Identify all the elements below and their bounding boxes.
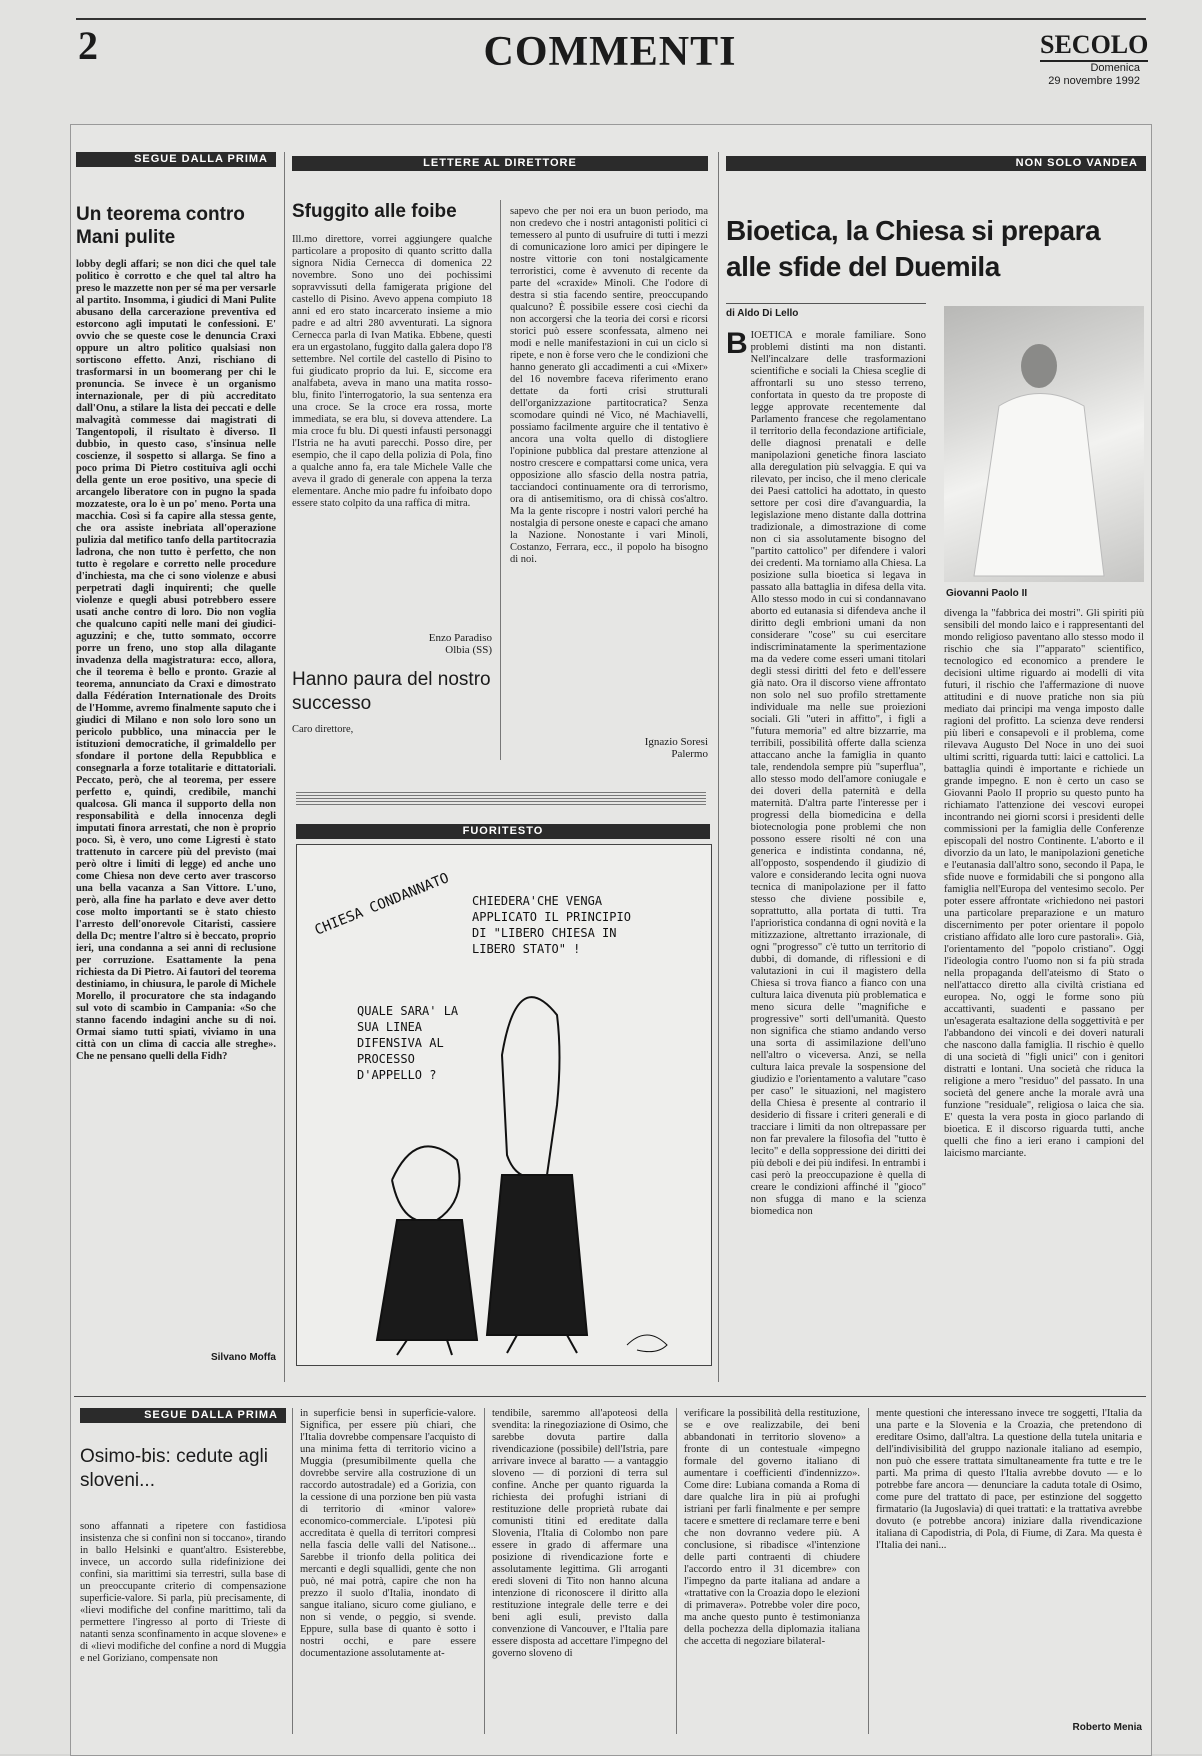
column-divider: [284, 152, 285, 1382]
letter-city: Palermo: [671, 748, 708, 760]
article-title: Osimo-bis: cedute agli sloveni...: [80, 1446, 268, 1491]
column-divider: [484, 1408, 485, 1734]
article-body: lobby degli affari; se non dici che quel tale politico è corrotto e che quel tal altro ha preso le mazzette non per sé ma per versarle al partito. Insomma, i giudici di Mani Pulite abusano della carcerazione preventiva ed estorcono agli imputati le confessioni. E' ovvio che se queste cose le denuncia Craxi oppure un altro politico qualsiasi non sortiscono effetto. Anzi, rischiano di trasformarsi in un boomerang per chi le pronuncia. Se invece è un organismo internazionale, per di più accreditato dall'Onu, a stilare la lista dei peccati e delle malvagità commesse dai magistrati di Tangentopoli, il risultato è diverso. Il dubbio, in questo caso, s'insinua nelle coscienze, il sospetto si allarga. Se fino a poco prima Di Pietro costituiva agli occhi della gente un eroe positivo, una specie di arcangelo liberatore con in pugno la spada mozzateste, ora lo è un po' meno. Porta una macchia. Così si fa capire alla stessa gente, che ora assiste inebriata all'operazione pulizia dal metifico tanfo della partitocrazia ladrona, che non tutto è perfetto, che non tutto è regolare e corretto nelle procedure d'inchiesta, ma che ci sono violenze e abusi perpetrati dagli inquirenti; che quelle violenze e quegli abusi potrebbero essere usati anche contro di loro. Dio non voglia che qualcuno capiti nelle mani dei giudici-aguzzini; e che, tutto sommato, occorre porre un freno, uno stop alla dilagante invadenza della magistratura: ecco, allora, che il teorema è bello e pronto. Grazie al teorema, annunciato da Craxi e dimostrato dalla Fédération Internationale des Droits de l'Homme, avremo finalmente saputo che i giudici di Milano e non solo loro sono un pericolo pubblico, una minaccia per le istituzioni democratiche, il grimaldello per sfondare il portone della Repubblica e consegnarla a forze totalitarie e dittatoriali. Peccato, però, che al teorema, per essere perfetto e, quindi, credibile, manchi qualcosa. Gli manca il supporto della non responsabilità e della innocenza degli imputati finora arrestati, che non è proprio poco. Sì, è vero, uno come Ligresti è stato trattenuto in carcere più del previsto (mai però oltre i limiti di legge) ed anche uno come Chiesa non deve certo aver trascorso una bella vacanza a San Vittore. L'uno, però, alla fine ha parlato e deve aver detto cose molto importanti se è stato chiesto l'arresto dell'onorevole Citaristi, cassiere della Dc; mentre l'altro si è beccato, proprio ieri, una condanna a sei anni di reclusione per corruzione. Esattamente la pena richiesta da Di Pietro. Ai fautori del teorema destiniamo, in chiusura, le parole di Michele Morello, il procuratore che sta indagando sul voto di scambio in Campania: «So che stanno facendo indagini anche su di noi. Ormai siamo tutti spiati, viviamo in una città con un clima di caccia alle streghe». Che ne pensano quelli della Fidh?: [76, 259, 276, 1062]
cartoon: [296, 844, 712, 1366]
newspaper-logo: SECOLO: [1040, 30, 1148, 62]
byline-rule: [726, 303, 926, 304]
letter-city: Olbia (SS): [445, 644, 492, 656]
article-body: mente questioni che interessano invece tre soggetti, l'Italia da una parte e la Slovenia e la Croazia, che pretendono di ereditare Osimo, dall'altra. La questione della tutela unitaria e dell'indivisibilità del gruppo nazionale italiano ad esempio, non può che essere trattata simultaneamente fra tutte e tre le parti. Ma prima di questo l'Italia avrebbe dovuto — e lo potrebbe fare ancora — denunciare la caduta totale di Osimo, come pure del trattato di pace, per estinzione del soggetto firmatario (la Jugoslavia) di quei trattati: e la trattativa avrebbe dovuto (e potrebbe ancora) iniziare dalla rivendicazione italiana di Capodistria, di Pola, di Fiume, di Zara. Ma questa è l'Italia dei nani...: [876, 1408, 1142, 1551]
drop-cap: B: [726, 327, 748, 360]
article-bioetica: [726, 156, 1146, 319]
article-body: verificare la possibilità della restituzione, se e ove realizzabile, dei beni abbandonati in territorio sloveno» a fronte di un contestuale «impegno formale del governo italiano di aumentare i coefficienti d'indennizzo». Come dire: Lubiana comanda a Roma di dare qualche lira in più ai profughi istriani per farli finalmente e per sempre tacere e smettere di reclamare terre e beni che non dovranno vedere più. A conclusione, si ribadisce «l'intenzione delle parti contraenti di chiudere l'accordo entro il 31 dicembre» con l'impegno da parte italiana ad andare a «trattative con la Croazia dopo le elezioni di primavera». Potrebbe voler dire poco, ma anche questo punto è testimonianza della pochezza della diplomazia italiana che accetta di negoziare bilateral-: [684, 1408, 860, 1647]
letter-successo: [510, 206, 708, 760]
article-signature: Roberto Menia: [1072, 1722, 1142, 1733]
column-divider: [868, 1408, 869, 1734]
date-full: 29 novembre 1992: [1048, 75, 1140, 87]
lawyer-head-icon: [392, 1146, 460, 1221]
article-body: divenga la "fabbrica dei mostri". Gli spiriti più sensibili del mondo laico e i rappresentanti del mondo religioso paventano allo stesso modo il rischio che sia l'"apparato" scientifico, tecnologico ed economico a prendere le decisioni ultime riguardo ai modelli di vita futuri, il rischio che l'affermazione di nuove attitudini e di nuove pratiche non sia più mediato dai principi ma venga imposto dalle ragioni del profitto. La scienza deve rendersi più liberi e consapevoli e il problema, come rilevava Augusto Del Noce in uno dei suoi ultimi scritti, riguarda tutti: laici e cattolici. La battaglia quindi è importante e richiede un grande impegno. E non è certo un caso se Giovanni Paolo II proprio su questo punto ha richiamato l'attenzione dei vescovi europei incontrando nei giorni scorsi i presidenti delle commissioni per la famiglia delle Conferenze episcopali del nostro Continente. L'aborto e il divorzio da un lato, le manipolazioni genetiche e l'eutanasia dall'altro sono, secondo il Papa, le sfide nuove e formidabili che si pongono alla famiglia nell'Europa del ventesimo secolo. Per poter essere affrontate «richiedono nei pastori una particolare preparazione e un maturo discernimento per poter orientare il popolo cristiano affidato alle loro cure pastorali». Già, l'orientamento del "popolo cristiano". Oggi l'ideologia contro l'uomo non si fa più strada nella propaganda dell'ateismo di Stato o nell'attacco diretto alla civiltà cristiana ed europea. No, oggi le forme sono più accattivanti, suadenti e passano per un'esagerata esaltazione della soggettività e per l'abbandono dei vincoli e dei doveri naturali che nascono dalla famiglia. Il rischio è quello di una società di "figli unici" con i genitori distratti e lontani. Una società che riduca la religione a mero "residuo" del passato. In una società del genere anche la morale avrà una funzione "residuale", religiosa o laica che sia. E' questa la vera posta in gioco parlando di bioetica. E il discorso riguarda tutti, anche quelli che fino a ieri erano i campioni del laicismo marciante.: [944, 608, 1144, 1159]
ruled-divider: [296, 792, 706, 806]
article-teorema: [76, 152, 276, 1363]
kicker-segue: SEGUE DALLA PRIMA: [76, 152, 276, 167]
letter-title: Hanno paura del nostro successo: [292, 669, 491, 714]
fuoritesto-section: [296, 824, 710, 839]
date-day: Domenica: [1090, 62, 1140, 74]
column-divider: [718, 152, 719, 1382]
article-body: sono affannati a ripetere con fastidiosa insistenza che si confini non si toccano», tirando in ballo Helsinki e quant'altro. Esisterebbe, invece, un accordo sulla ridefinizione dei confini, sia marittimi sia terrestri, sulla base di un preoccupante criterio di compensazione superficie-valore. Si parla, più precisamente, di «lievi modifiche del confine marittimo, tali da permettere l'ingresso al porto di Trieste di natanti senza sconfinamento in acque slovene» e di «lievi modifiche del confine a nord di Muggia e nel Goriziano, compensate non: [80, 1521, 286, 1664]
section-title: COMMENTI: [483, 29, 737, 75]
kicker-lettere: LETTERE AL DIRETTORE: [292, 156, 708, 171]
kicker-fuoritesto: FUORITESTO: [296, 824, 710, 839]
article-body: IOETICA e morale familiare. Sono problemi distinti ma non distanti. Nell'incalzare delle trasformazioni scientifiche e sociali la Chiesa sceglie di affrontarli su uno stesso terreno, confortata in questo da tre proposte di legge approvate recentemente dal Parlamento francese che regolamentano il territorio della fecondazione artificiale, delle diagnosi prenatali e delle manipolazioni genetiche finora lasciato alla deregulation più selvaggia. E qui va rilevato, per inciso, che il meno clericale dei Paesi cattolici ha adottato, in questo settore per così dire d'avanguardia, la legislazione meno distante dalla dottrina tradizionale, a dimostrazione di come non ci sia assolutamente bisogno del "partito cattolico" per difendere i valori dei credenti. Ma torniamo alla Chiesa. La posizione sulla bioetica si legava in passato alla battaglia in difesa della vita. Allo stesso modo in cui si condannavano aborto ed eutanasia si difendeva anche il diritto degli embrioni umani da non considerare "cose" su cui esercitare indiscriminatamente la sperimentazione ma da vedere come esseri umani titolari degli stessi diritti del feto e dell'essere già nato. Ora il discorso viene affrontato non solo nel suo profilo strettamente individuale ma nelle sue proiezioni sociali. Gli "uteri in affitto", i figli a "futura memoria" ed altre bizzarrie, ma terribili, possibilità offerte dalla scienza attaccano anche la famiglia in quanto tale, rendendola sempre più "superflua", allo stesso modo dell'amore coniugale e dei doveri della paternità e della maternità. D'altra parte l'interesse per i progressi della biomedicina e della biotecnologia pone problemi che non possono essere risolti né con una generica e indistinta condanna, né, all'opposto, sospendendo il giudizio di valore e considerando lecita ogni nuova tecnica di manipolazione per il fatto stesso che diviene possibile e, soprattutto, alla portata di tutti. Tra l'aprioristica condanna di ogni novità e la mitizzazione, altrettanto irrazionale, di ogni "progresso" c'è tutto un territorio di dubbi, di domande, di riflessioni e di valutazioni in cui il magistero della Chiesa si trova fianco a fianco con una cultura laica divenuta più problematica e meno sicura delle "magnifiche e progressive" sorti dell'umanità. Questo non significa che stiamo andando verso una sorta di assimilazione dell'uno nell'altro o viceversa. Anzi, se nella cultura laica prevale la sospensione del giudizio e l'orientamento a valutare "caso per caso" le situazioni, nel magistero della Chiesa è presente al contrario il desiderio di fissare i criteri generali e di tracciare i limiti da non oltrepassare per non far prevalere la filosofia del "tutto è lecito" e della soppressione dei diritti dei più deboli e dei più indifesi. In entrambi i casi però la preoccupazione è quella di creare le condizioni affinché il "gioco" non sfugga di mano e la scienza biomedica non: [750, 330, 926, 1217]
letter-body: sapevo che per noi era un buon periodo, ma non credevo che i nostri antagonisti politici ci temessero al punto di usufruire di tutti i mezzi di comunicazione loro amici per dipingere le nostre vittorie con toni nostalgicamente terroristici, come è avvenuto di recente da parte del «craxide» Minoli. Che l'odore di destra si stia facendo sentire, preoccupando qualcuno? È possibile essere così ciechi da non accorgersi che la teoria dei corsi e ricorsi storici può essere sconfessata, almeno nei modi e nelle manifestazioni in cui un ciclo si ripete, e non è forse vero che le condizioni che hanno generato gli accadimenti a cui «Mixer» del 16 novembre faceva riferimento erano dettate da forti crisi strutturali dell'organizzazione partitocratica? Senza scomodare quindi né Vico, né Machiavelli, possiamo facilmente arguire che il tentativo è ancora una volta quello di distogliere l'opinione pubblica dal prestare attenzione al nostro crescere e compattarsi come unica, vera opposizione allo sfascio della nostra patria, tacciandoci continuamente ora di terrorismo, ora di antisemitismo, ora di chissà cos'altro. Ma la gente riscopre i nostri valori perché ha nostalgia di persone oneste e capaci che amano la Nazione. Nonostante i vari Minoli, Costanzo, Ferrara, ecc., il popolo ha bisogno di noi.: [510, 206, 708, 565]
letter-signature: Enzo Paradiso: [428, 632, 492, 644]
cartoonist-signature-icon: [627, 1335, 667, 1352]
letters-section: [292, 156, 708, 171]
column-divider: [292, 1408, 293, 1734]
letter-signature: Ignazio Soresi: [644, 736, 708, 748]
column-divider: [676, 1408, 677, 1734]
cartoon-bubble-right: CHIEDERA'CHE VENGA APPLICATO IL PRINCIPIO DI "LIBERO CHIESA IN LIBERO STATO" !: [472, 894, 631, 956]
bioetica-body-right: [944, 608, 1144, 1378]
article-signature: Silvano Moffa: [210, 1352, 276, 1363]
bioetica-body-left: [726, 327, 926, 1390]
letter-body: Ill.mo direttore, vorrei aggiungere qualche particolare a proposito di quanto scritto dalla signora Nidia Cernecca di domenica 22 novembre. Sono uno dei pochissimi sopravvissuti della famigerata prigione del castello di Pisino. Avevo appena compiuto 18 anni ed ero stato incarcerato insieme a mio padre e ad altri 280 avventurati. La signora Cernecca parla di Ivan Matika. Ebbene, questi era un ergastolano, fuggito dalla galera dopo l'8 settembre. Nel cortile del castello di Pisino to fui giudicato proprio da lui. E, siccome era analfabeta, aveva in mano una matita rosso-blu, finito l'interrogatorio, la sua sentenza era una croce. Se la croce era rossa, morte immediata, se era blu, si doveva attendere. La mia croce fu blu. Di questi infausti personaggi l'Istria ne ha avuti parecchi. Posso dire, per esempio, che il capo della polizia di Pola, fino a qualche anno fa, era tale Michele Valle che aveva il grado di generale con appena la terza elementare. Anche mio padre fu infoibato dopo essere stato colpito da una raffica di mitra.: [292, 234, 492, 509]
cartoon-caption: CHIESA CONDANNATO: [312, 870, 452, 939]
article-byline: di Aldo Di Lello: [726, 308, 799, 319]
letter-foibe: [292, 200, 492, 736]
kicker-vandea: NON SOLO VANDEA: [726, 156, 1146, 171]
column-divider: [500, 200, 501, 760]
article-body: in superficie bensì in superficie-valore. Significa, per essere più chiari, che l'Italia dovrebbe compensare l'acquisto di una minima fetta di territorio vicino a Muggia (presumibilmente quella che dovrebbe servire alla costruzione di un raccordo autostradale) ed a Gorizia, con la cessione di una porzione ben più vasta di territorio di «minor valore» economico-commerciale. L'ipotesi più accreditata è quella di territori compresi nella fascia delle valli del Natisone... Sarebbe il trionfo della politica dei mercanti e degli squallidi, gente che non può, né mai potrà, capire che non ha prezzo il suolo d'Italia, inondato di sangue italiano, sicuro come giuliano, e non si vende, o peggio, si svende. Eppure, sulla base di quanto è sotto i nostri occhi, e pare essere documentazione assolutamente at-: [300, 1408, 476, 1659]
photo-caption: Giovanni Paolo II: [946, 588, 1028, 599]
letter-title: Sfuggito alle foibe: [292, 201, 457, 222]
article-title: Bioetica, la Chiesa si prepara alle sfide del Duemila: [726, 215, 1101, 282]
page-number: 2: [78, 23, 98, 68]
dateline: [1000, 62, 1140, 88]
cartoon-drawing: [297, 845, 711, 1365]
article-body: tendibile, saremmo all'apoteosi della svendita: la rinegoziazione di Osimo, che sarebbe dovuta partire dalla rivendicazione (possibile) dell'Istria, pare arrivare invece al baratto — a vantaggio sloveno — di porzioni di terra sul confine. Anche per quanto riguarda la richiesta dei profughi istriani di restituzione delle proprietà rubate dai comunisti titini ed ereditate dalla Slovenia, l'Italia di Colombo non pare essere in grado di affermare una posizione di rivendicazione forte e assolutamente legittima. Gli arroganti eredi sloveni di Tito non hanno alcuna intenzione di riconoscere il diritto alla restituzione integrale delle terre e dei beni agli esuli, previsto dalla convenzione di Vancouver, e l'Italia pare essere disposta ad accettare l'impegno del governo sloveno di: [492, 1408, 668, 1659]
lawyer-body-icon: [377, 1220, 477, 1340]
header-rule: [76, 18, 1146, 20]
chiesa-body-icon: [487, 1175, 587, 1335]
article-title: Un teorema contro Mani pulite: [76, 204, 245, 248]
section-divider: [74, 1396, 1146, 1397]
article-osimo: [80, 1408, 286, 1713]
pope-photo: [944, 306, 1144, 582]
kicker-segue: SEGUE DALLA PRIMA: [80, 1408, 286, 1423]
letter-salutation: Caro direttore,: [292, 724, 354, 735]
cartoon-bubble-left: QUALE SARA' LA SUA LINEA DIFENSIVA AL PROCESSO D'APPELLO ?: [357, 1004, 459, 1082]
chiesa-head-icon: [502, 997, 560, 1177]
